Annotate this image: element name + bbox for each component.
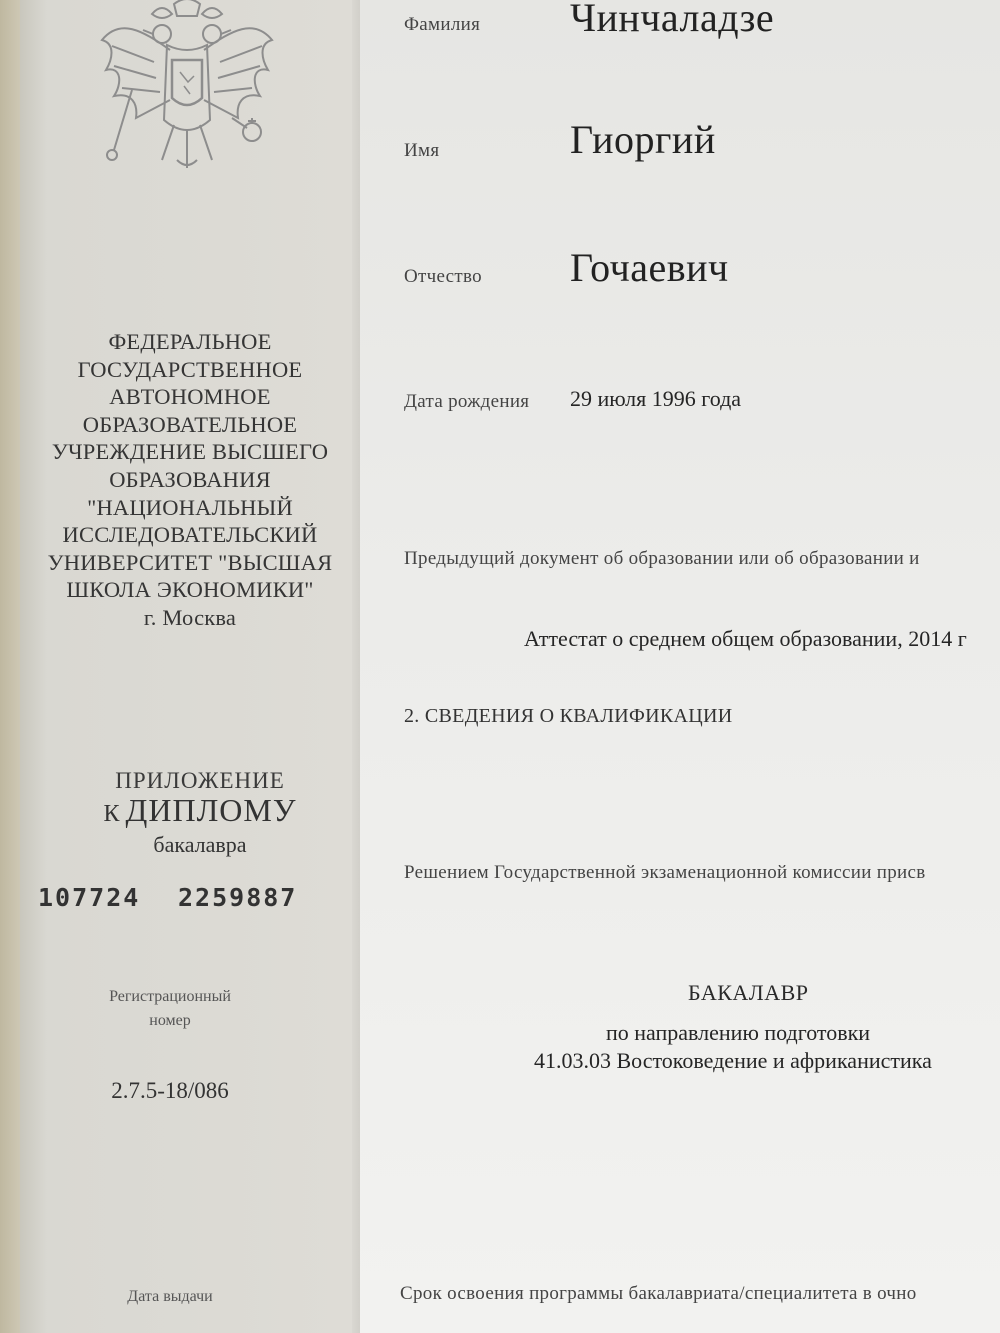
birth-date-value: 29 июля 1996 года [570,386,742,411]
doc-title-prefix: К [103,801,126,827]
issuer-line: ГОСУДАРСТВЕННОЕ [77,356,303,382]
patronymic-value: Гочаевич [570,245,729,290]
direction-value: 41.03.03 Востоковедение и африканистика [534,1048,932,1073]
page-edge [0,0,22,1333]
serial-series: 107724 [38,883,141,912]
birth-date-label: Дата рождения [404,391,530,412]
issuer-line: ОБРАЗОВАТЕЛЬНОЕ [82,411,298,437]
issuer-city: г. Москва [143,604,237,630]
reg-number-label: Регистрационный [109,988,231,1005]
left-page [20,0,360,1333]
reg-number-label-2: номер [149,1012,191,1029]
issuer-line: ФЕДЕРАЛЬНОЕ [108,329,272,354]
issuer-name-block [30,328,350,632]
surname-label: Фамилия [404,14,481,35]
commission-decision-text: Решением Государственной экзаменационной комиссии присв [404,862,926,883]
issuer-line: УНИВЕРСИТЕТ "ВЫСШАЯ [47,549,333,575]
program-term-label: Срок освоения программы бакалавриата/специалитета в очно [400,1283,917,1304]
issuer-line: ШКОЛА ЭКОНОМИКИ" [66,577,314,603]
issuer-line: УЧРЕЖДЕНИЕ ВЫСШЕГО [51,439,329,465]
qualification-degree: БАКАЛАВР [688,980,809,1005]
issuer-line: АВТОНОМНОЕ [109,384,271,410]
doc-title-degree: бакалавра [153,832,247,857]
issuer-line: "НАЦИОНАЛЬНЫЙ [87,494,293,520]
previous-document-label: Предыдущий документ об образовании или об образовании и [404,548,920,569]
direction-label: по направлению подготовки [606,1020,871,1045]
issue-date-label: Дата выдачи [127,1288,213,1305]
section-qualification-heading: 2. СВЕДЕНИЯ О КВАЛИФИКАЦИИ [404,705,733,727]
patronymic-label: Отчество [404,266,482,287]
previous-document-value: Аттестат о среднем общем образовании, 2014 г [524,626,967,651]
coat-of-arms-emblem [92,0,282,175]
right-page [360,0,1000,1333]
doc-title-word: ДИПЛОМУ [125,792,297,828]
name-value: Гиоргий [570,117,716,162]
issuer-line: ОБРАЗОВАНИЯ [109,466,271,492]
name-label: Имя [404,140,440,161]
doc-title-diploma [40,792,360,829]
issuer-line: ИССЛЕДОВАТЕЛЬСКИЙ [62,522,318,548]
reg-number: 2.7.5-18/086 [111,1078,229,1103]
doc-title-appendix: ПРИЛОЖЕНИЕ [115,768,285,793]
surname-value: Чинчаладзе [570,0,775,40]
serial-number: 2259887 [178,883,298,912]
